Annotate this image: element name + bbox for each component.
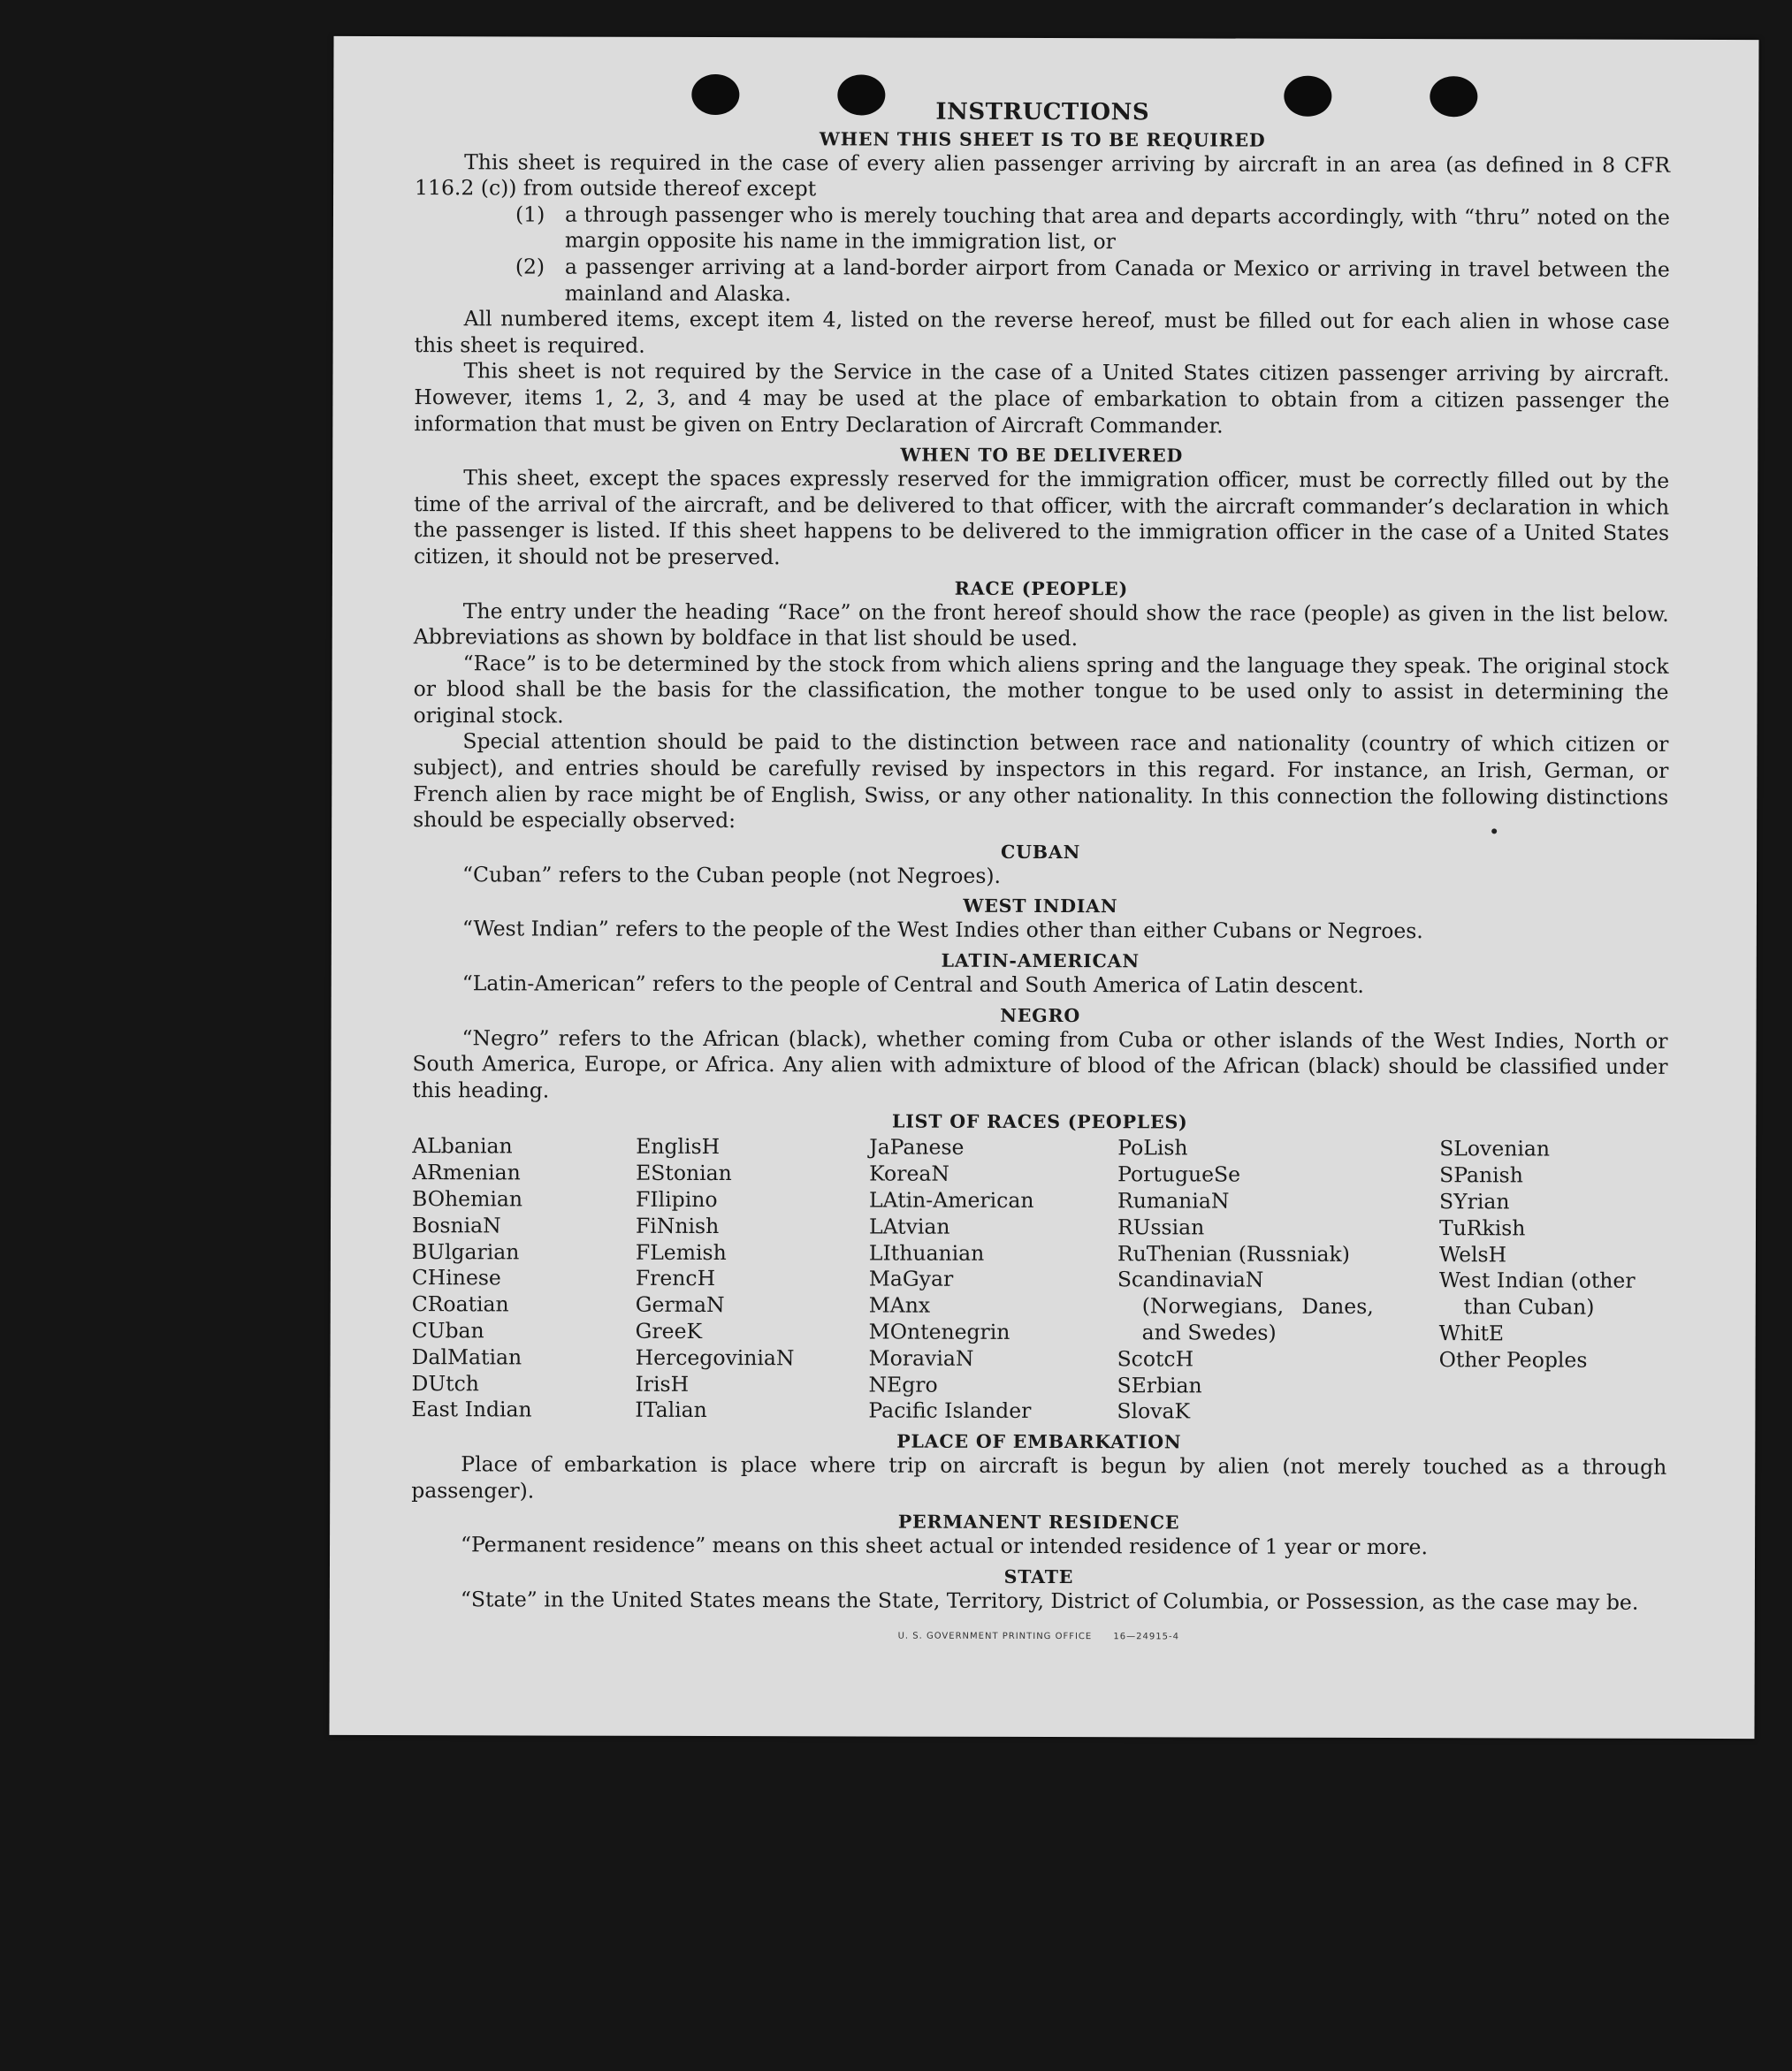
section-heading-when-delivered: WHEN TO BE DELIVERED [900,444,1184,467]
race-entry: JaPanese [869,1134,965,1161]
paragraph: This sheet is not required by the Service in the case of a United States citizen passenger arriving by aircraft. However, items 1, 2, 3, and 4 may be used at the place of embarkation to obtain from a citizen passenger the information that must be given on Entry Declaration of Aircraft Commander. [414,358,1670,438]
race-entry: BUlgarian [411,1238,520,1265]
section-heading-race: RACE (PEOPLE) [954,577,1128,599]
race-entry: LIthuanian [868,1240,985,1266]
race-entry: HercegoviniaN [635,1344,795,1371]
race-entry: PoLish [1117,1135,1188,1161]
section-heading-west-indian: WEST INDIAN [963,895,1118,917]
definition: “West Indian” refers to the people of the West Indies other than either Cubans or Negroes. [461,916,1423,944]
race-entry: WelsH [1438,1241,1507,1267]
race-entry: BosniaN [411,1212,501,1238]
race-entry: MoraviaN [868,1345,974,1371]
race-entry: CUban [411,1318,484,1344]
definition: “Cuban” refers to the Cuban people (not Negroes). [462,862,1002,888]
race-entry: SlovaK [1117,1398,1191,1424]
race-entry: MOntenegrin [868,1319,1010,1344]
race-entry: ScandinaviaN (Norwegians, Danes, and Swedes) [1117,1267,1374,1345]
definition: “State” in the United States means the State, Territory, District of Columbia, or Possession, as the case may be. [460,1587,1639,1615]
section-heading-state: STATE [1003,1565,1074,1588]
definition: “Negro” refers to the African (black), whether coming from Cuba or other islands of the West Indies, North or South America, Europe, or Africa. Any alien with admixture of blood of the African (black) should be classified under this heading. [412,1024,1668,1103]
race-entry: ALbanian [412,1133,513,1159]
race-entry: CRoatian [411,1291,509,1317]
printer-imprint [411,1622,1666,1651]
race-entry: EnglisH [636,1134,721,1160]
instructions-content [411,98,1671,1651]
paragraph: This sheet, except the spaces expressly reserved for the immigration officer, must be correctly filled out by the time of the arrival of the aircraft, and be delivered to that officer, with the aircraft commander’s declaration in which the passenger is listed. If this sheet happens to be delivered to the immigration officer in the case of a United States citizen, it should not be preserved. [413,465,1670,570]
race-entry: RuThenian (Russniak) [1117,1240,1350,1267]
section-heading-embarkation: PLACE OF EMBARKATION [896,1430,1182,1453]
paragraph: Special attention should be paid to the distinction between race and nationality (country of which citizen or subject), and entries should be carefully revised by inspectors in this regard. For instance, an Irish, German, or French alien by race might be of English, Swiss, or any other nationality. In this connection the following distinctions should be especially observed: [413,728,1669,834]
section-heading-list-of-races: LIST OF RACES (PEOPLES) [892,1110,1188,1133]
paragraph: This sheet is required in the case of every alien passenger arriving by aircraft in an area (as defined in 8 CFR 116.2 (c)) from outside thereof except [415,148,1671,202]
races-column [1117,1136,1374,1427]
document-sheet [329,36,1758,1739]
race-entry: DUtch [411,1370,479,1396]
races-column [868,1135,1117,1426]
section-heading-negro: NEGRO [1000,1004,1081,1026]
definition: “Permanent residence” means on this sheet actual or intended residence of 1 year or more. [461,1532,1428,1560]
race-entry: West Indian (other than Cuban) [1438,1268,1636,1320]
race-entry: SPanish [1439,1162,1523,1188]
race-entry: SLovenian [1439,1136,1551,1161]
section-heading-latin-american: LATIN-AMERICAN [941,949,1140,972]
races-column [635,1134,869,1424]
race-entry: SErbian [1117,1372,1202,1398]
race-entry: NEgro [868,1372,938,1397]
section-heading-when-required: WHEN THIS SHEET IS TO BE REQUIRED [819,127,1266,151]
list-item [515,254,1670,309]
race-entry: Other Peoples [1438,1346,1588,1373]
race-entry: SYrian [1439,1189,1510,1214]
form-code: 16—24915-4 [1113,1631,1179,1641]
race-entry: FIlipino [636,1186,718,1213]
race-entry: ARmenian [412,1160,521,1185]
item-number: (2) [515,254,545,279]
race-entry: ScotcH [1117,1345,1194,1372]
section-heading-cuban: CUBAN [1000,841,1081,863]
race-entry: RumaniaN [1117,1188,1230,1214]
race-entry: TuRkish [1438,1214,1526,1241]
definition: “Latin-American” refers to the people of Central and South America of Latin descent. [461,971,1364,998]
race-entry: FLemish [635,1239,727,1265]
race-entry: CHinese [411,1265,501,1291]
race-entry: GermaN [635,1291,725,1318]
list-item [515,202,1670,257]
race-entry: RUssian [1117,1214,1205,1240]
race-entry: IrisH [635,1371,690,1397]
race-entry: GreeK [635,1318,703,1344]
race-entry: East Indian [411,1397,532,1422]
race-entry: LAtvian [868,1214,950,1239]
page-title: INSTRUCTIONS [935,98,1150,126]
item-number: (1) [515,202,545,227]
races-column [411,1134,636,1424]
races-column [1438,1137,1667,1427]
race-entry: FrencH [635,1266,716,1291]
race-entry: Pacific Islander [868,1397,1032,1424]
section-heading-permanent-residence: PERMANENT RESIDENCE [897,1511,1180,1534]
race-entry: MaGyar [868,1266,954,1292]
paragraph: “Race” is to be determined by the stock from which aliens spring and the language they speak. The original stock or blood shall be the basis for the classification, the mother tongue to be used only to assist in determining the original stock. [413,650,1669,728]
printer-name: U. S. GOVERNMENT PRINTING OFFICE [897,1631,1093,1641]
race-entry: BOhemian [412,1186,523,1212]
races-list [411,1134,1667,1427]
race-entry: KoreaN [869,1161,949,1186]
race-entry: MAnx [868,1292,931,1318]
item-text: a through passenger who is merely touching that area and departs accordingly, with “thru” noted on the margin opposite his name in the immigration list, or [564,202,1671,255]
race-entry: WhitE [1438,1321,1505,1346]
race-entry: EStonian [636,1160,732,1186]
item-text: a passenger arriving at a land-border airport from Canada or Mexico or arriving in travel between the mainland and Alaska. [564,254,1670,306]
definition: Place of embarkation is place where trip on aircraft is begun by alien (not merely touched as a through passenger). [411,1451,1667,1504]
race-entry: PortugueSe [1117,1161,1241,1187]
paragraph: The entry under the heading “Race” on the front hereof should show the race (people) as given in the list below. Abbreviations as shown by boldface in that list should be used. [413,598,1669,651]
race-entry: DalMatian [411,1344,522,1370]
race-entry: LAtin-American [869,1187,1034,1213]
race-entry: ITalian [635,1397,707,1423]
race-entry: FiNnish [635,1213,720,1238]
paragraph: All numbered items, except item 4, listed on the reverse hereof, must be filled out for each alien in whose case this sheet is required. [414,306,1670,358]
